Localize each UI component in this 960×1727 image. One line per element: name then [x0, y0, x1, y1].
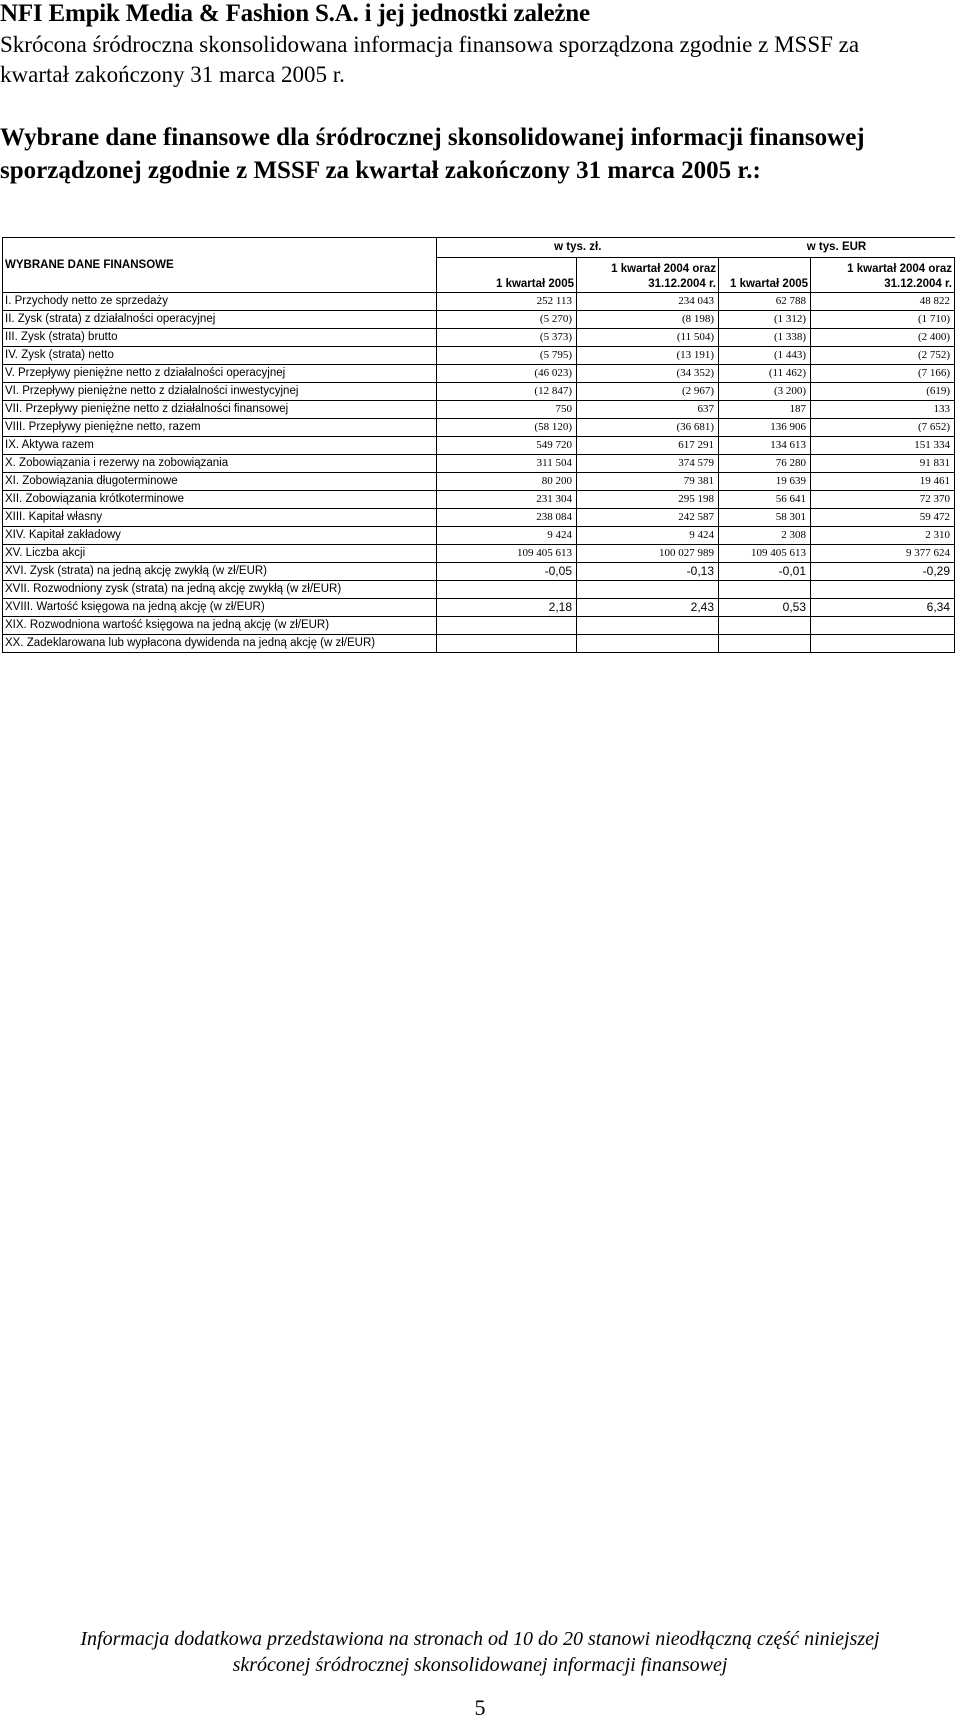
footer-note-line-2: skróconej śródrocznej skonsolidowanej informacji finansowej [232, 1654, 728, 1676]
table-row [3, 311, 955, 329]
company-title: NFI Empik Media & Fashion S.A. i jej jednostki zależne [0, 0, 590, 27]
table-row [3, 635, 955, 653]
value-q2004-pln: (36 681) [577, 419, 719, 437]
value-q2004-eur: 19 461 [811, 473, 955, 491]
row-label: IX. Aktywa razem [3, 437, 437, 455]
table-row [3, 365, 955, 383]
value-q2005-eur [719, 617, 811, 635]
value-q2005-eur: 76 280 [719, 455, 811, 473]
value-q2004-eur: 133 [811, 401, 955, 419]
row-label: VI. Przepływy pieniężne netto z działalności inwestycyjnej [3, 383, 437, 401]
value-q2004-eur: 151 334 [811, 437, 955, 455]
row-label: VIII. Przepływy pieniężne netto, razem [3, 419, 437, 437]
value-q2004-pln [577, 635, 719, 653]
table-row [3, 599, 955, 617]
unit-eur: w tys. EUR [719, 238, 955, 258]
value-q2005-eur: 19 639 [719, 473, 811, 491]
table-row [3, 491, 955, 509]
table-row [3, 383, 955, 401]
row-label: XI. Zobowiązania długoterminowe [3, 473, 437, 491]
col-q2004-eur-line1: 1 kwartał 2004 oraz [847, 263, 953, 275]
table-row [3, 563, 955, 581]
value-q2005-pln: 252 113 [437, 293, 577, 311]
value-q2004-pln: -0,13 [577, 563, 719, 581]
value-q2004-eur: (2 400) [811, 329, 955, 347]
table-row [3, 419, 955, 437]
value-q2004-eur: (1 710) [811, 311, 955, 329]
col-q2004-pln-line1: 1 kwartał 2004 oraz [611, 263, 717, 275]
col-q2004-pln [577, 258, 719, 293]
table-header-units [3, 238, 955, 258]
table-row [3, 293, 955, 311]
value-q2005-pln [437, 635, 577, 653]
value-q2005-pln: -0,05 [437, 563, 577, 581]
table-row [3, 509, 955, 527]
col-q2005-eur: 1 kwartał 2005 [719, 258, 811, 293]
value-q2005-pln: (12 847) [437, 383, 577, 401]
value-q2004-eur: -0,29 [811, 563, 955, 581]
value-q2004-eur: 48 822 [811, 293, 955, 311]
value-q2005-eur: (1 338) [719, 329, 811, 347]
value-q2005-eur: 56 641 [719, 491, 811, 509]
value-q2004-pln: 374 579 [577, 455, 719, 473]
value-q2005-eur: (1 443) [719, 347, 811, 365]
col-q2004-eur [811, 258, 955, 293]
row-label: XV. Liczba akcji [3, 545, 437, 563]
value-q2004-pln: 9 424 [577, 527, 719, 545]
value-q2005-eur: (1 312) [719, 311, 811, 329]
value-q2004-pln [577, 581, 719, 599]
value-q2004-eur: 2 310 [811, 527, 955, 545]
value-q2004-eur: 72 370 [811, 491, 955, 509]
footer-note-line-1: Informacja dodatkowa przedstawiona na stronach od 10 do 20 stanowi nieodłączną część niniejszej [80, 1628, 880, 1650]
value-q2004-pln: (2 967) [577, 383, 719, 401]
value-q2005-pln: 231 304 [437, 491, 577, 509]
subtitle-line-1: Skrócona śródroczna skonsolidowana informacja finansowa sporządzona zgodnie z MSSF za [0, 32, 860, 57]
row-label: VII. Przepływy pieniężne netto z działalności finansowej [3, 401, 437, 419]
value-q2004-pln: 617 291 [577, 437, 719, 455]
value-q2004-eur [811, 617, 955, 635]
value-q2005-pln: 109 405 613 [437, 545, 577, 563]
unit-pln: w tys. zł. [437, 238, 719, 258]
value-q2005-pln: 311 504 [437, 455, 577, 473]
table-row [3, 437, 955, 455]
value-q2004-eur: (619) [811, 383, 955, 401]
value-q2005-eur: -0,01 [719, 563, 811, 581]
value-q2004-pln [577, 617, 719, 635]
value-q2004-pln: (8 198) [577, 311, 719, 329]
table-row [3, 347, 955, 365]
value-q2004-eur: 6,34 [811, 599, 955, 617]
value-q2005-pln [437, 617, 577, 635]
value-q2005-pln: 549 720 [437, 437, 577, 455]
row-label: X. Zobowiązania i rezerwy na zobowiązania [3, 455, 437, 473]
row-label: XVI. Zysk (strata) na jedną akcję zwykłą (w zł/EUR) [3, 563, 437, 581]
table-row [3, 617, 955, 635]
row-label: III. Zysk (strata) brutto [3, 329, 437, 347]
value-q2004-pln: (13 191) [577, 347, 719, 365]
row-label: XIII. Kapitał własny [3, 509, 437, 527]
value-q2004-eur [811, 635, 955, 653]
value-q2004-pln: 100 027 989 [577, 545, 719, 563]
row-label: V. Przepływy pieniężne netto z działalności operacyjnej [3, 365, 437, 383]
value-q2005-pln: 9 424 [437, 527, 577, 545]
financial-data-table [2, 237, 955, 653]
value-q2005-eur: 58 301 [719, 509, 811, 527]
row-label: II. Zysk (strata) z działalności operacyjnej [3, 311, 437, 329]
value-q2004-pln: (34 352) [577, 365, 719, 383]
value-q2005-pln: 2,18 [437, 599, 577, 617]
value-q2005-pln: 750 [437, 401, 577, 419]
value-q2004-eur: 9 377 624 [811, 545, 955, 563]
value-q2004-pln: (11 504) [577, 329, 719, 347]
value-q2004-pln: 234 043 [577, 293, 719, 311]
value-q2004-pln: 2,43 [577, 599, 719, 617]
value-q2005-eur: (3 200) [719, 383, 811, 401]
row-header: WYBRANE DANE FINANSOWE [3, 238, 437, 293]
value-q2005-pln: (5 373) [437, 329, 577, 347]
value-q2004-pln: 295 198 [577, 491, 719, 509]
value-q2005-eur [719, 635, 811, 653]
value-q2004-eur: (7 166) [811, 365, 955, 383]
value-q2004-pln: 637 [577, 401, 719, 419]
value-q2005-eur: 62 788 [719, 293, 811, 311]
row-label: XVIII. Wartość księgowa na jedną akcję (w zł/EUR) [3, 599, 437, 617]
row-label: XVII. Rozwodniony zysk (strata) na jedną akcję zwykłą (w zł/EUR) [3, 581, 437, 599]
value-q2004-eur [811, 581, 955, 599]
value-q2005-eur: 187 [719, 401, 811, 419]
value-q2005-eur: 0,53 [719, 599, 811, 617]
value-q2005-pln [437, 581, 577, 599]
col-q2004-pln-line2: 31.12.2004 r. [648, 278, 717, 290]
row-label: XIX. Rozwodniona wartość księgowa na jedną akcję (w zł/EUR) [3, 617, 437, 635]
col-q2005-pln: 1 kwartał 2005 [437, 258, 577, 293]
value-q2004-eur: 59 472 [811, 509, 955, 527]
value-q2004-eur: 91 831 [811, 455, 955, 473]
table-row [3, 455, 955, 473]
value-q2005-eur [719, 581, 811, 599]
table-row [3, 401, 955, 419]
value-q2005-pln: (5 270) [437, 311, 577, 329]
value-q2005-eur: (11 462) [719, 365, 811, 383]
value-q2005-pln: (58 120) [437, 419, 577, 437]
table-row [3, 329, 955, 347]
value-q2004-pln: 79 381 [577, 473, 719, 491]
subtitle-line-2: kwartał zakończony 31 marca 2005 r. [0, 62, 345, 87]
col-q2004-eur-line2: 31.12.2004 r. [884, 278, 953, 290]
value-q2005-eur: 134 613 [719, 437, 811, 455]
table-row [3, 581, 955, 599]
value-q2005-pln: 80 200 [437, 473, 577, 491]
row-label: I. Przychody netto ze sprzedaży [3, 293, 437, 311]
value-q2005-pln: (5 795) [437, 347, 577, 365]
value-q2005-eur: 2 308 [719, 527, 811, 545]
value-q2005-pln: 238 084 [437, 509, 577, 527]
value-q2005-pln: (46 023) [437, 365, 577, 383]
table-row [3, 545, 955, 563]
table-row [3, 527, 955, 545]
row-label: XII. Zobowiązania krótkoterminowe [3, 491, 437, 509]
row-label: IV. Zysk (strata) netto [3, 347, 437, 365]
row-label: XIV. Kapitał zakładowy [3, 527, 437, 545]
value-q2005-eur: 136 906 [719, 419, 811, 437]
value-q2004-pln: 242 587 [577, 509, 719, 527]
table-row [3, 473, 955, 491]
section-title-line-2: sporządzonej zgodnie z MSSF za kwartał zakończony 31 marca 2005 r.: [0, 157, 761, 184]
row-label: XX. Zadeklarowana lub wypłacona dywidenda na jedną akcję (w zł/EUR) [3, 635, 437, 653]
page-number: 5 [474, 1695, 486, 1720]
value-q2004-eur: (2 752) [811, 347, 955, 365]
section-title-line-1: Wybrane dane finansowe dla śródrocznej skonsolidowanej informacji finansowej [0, 124, 865, 151]
value-q2005-eur: 109 405 613 [719, 545, 811, 563]
value-q2004-eur: (7 652) [811, 419, 955, 437]
